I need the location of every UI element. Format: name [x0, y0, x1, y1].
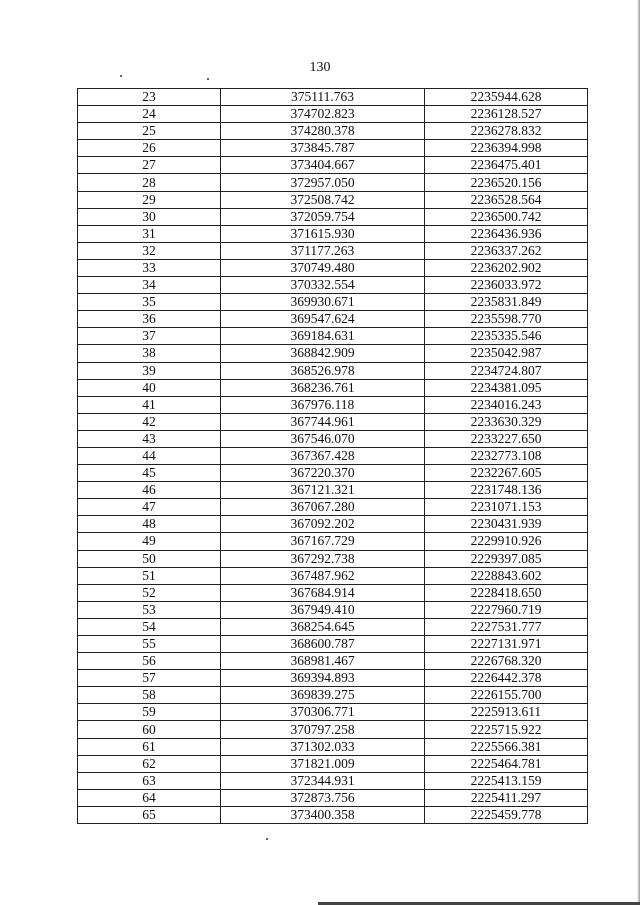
table-row [78, 396, 588, 413]
x-coordinate-cell: 372344.931 [221, 772, 425, 789]
table-row [78, 379, 588, 396]
x-coordinate-cell: 367121.321 [221, 482, 425, 499]
x-coordinate-cell: 369930.671 [221, 294, 425, 311]
table-row [78, 687, 588, 704]
table-row [78, 430, 588, 447]
table-row [78, 174, 588, 191]
x-coordinate-cell: 370332.554 [221, 277, 425, 294]
table-row [78, 567, 588, 584]
y-coordinate-cell: 2236520.156 [425, 174, 588, 191]
y-coordinate-cell: 2235831.849 [425, 294, 588, 311]
table-row [78, 499, 588, 516]
point-number-cell: 34 [78, 277, 221, 294]
point-number-cell: 46 [78, 482, 221, 499]
y-coordinate-cell: 2229910.926 [425, 533, 588, 550]
y-coordinate-cell: 2232267.605 [425, 465, 588, 482]
table-row [78, 447, 588, 464]
x-coordinate-cell: 371615.930 [221, 225, 425, 242]
point-number-cell: 27 [78, 157, 221, 174]
y-coordinate-cell: 2225913.611 [425, 704, 588, 721]
y-coordinate-cell: 2232773.108 [425, 447, 588, 464]
table-row [78, 89, 588, 106]
y-coordinate-cell: 2234724.807 [425, 362, 588, 379]
y-coordinate-cell: 2236337.262 [425, 242, 588, 259]
x-coordinate-cell: 367367.428 [221, 447, 425, 464]
y-coordinate-cell: 2236528.564 [425, 191, 588, 208]
table-row [78, 465, 588, 482]
x-coordinate-cell: 369184.631 [221, 328, 425, 345]
y-coordinate-cell: 2233630.329 [425, 413, 588, 430]
x-coordinate-cell: 369839.275 [221, 687, 425, 704]
y-coordinate-cell: 2227960.719 [425, 601, 588, 618]
y-coordinate-cell: 2234016.243 [425, 396, 588, 413]
table-row [78, 413, 588, 430]
table-row [78, 738, 588, 755]
x-coordinate-cell: 371302.033 [221, 738, 425, 755]
x-coordinate-cell: 368842.909 [221, 345, 425, 362]
point-number-cell: 59 [78, 704, 221, 721]
y-coordinate-cell: 2229397.085 [425, 550, 588, 567]
table-row [78, 601, 588, 618]
table-row [78, 345, 588, 362]
point-number-cell: 35 [78, 294, 221, 311]
table-row [78, 106, 588, 123]
table-row [78, 550, 588, 567]
table-row [78, 772, 588, 789]
x-coordinate-cell: 367949.410 [221, 601, 425, 618]
y-coordinate-cell: 2235598.770 [425, 311, 588, 328]
point-number-cell: 37 [78, 328, 221, 345]
x-coordinate-cell: 370306.771 [221, 704, 425, 721]
x-coordinate-cell: 367220.370 [221, 465, 425, 482]
table-row [78, 157, 588, 174]
y-coordinate-cell: 2234381.095 [425, 379, 588, 396]
table-row [78, 653, 588, 670]
y-coordinate-cell: 2230431.939 [425, 516, 588, 533]
x-coordinate-cell: 368236.761 [221, 379, 425, 396]
x-coordinate-cell: 372873.756 [221, 789, 425, 806]
point-number-cell: 45 [78, 465, 221, 482]
table-row [78, 362, 588, 379]
table-row [78, 755, 588, 772]
y-coordinate-cell: 2236278.832 [425, 123, 588, 140]
point-number-cell: 26 [78, 140, 221, 157]
y-coordinate-cell: 2235335.546 [425, 328, 588, 345]
y-coordinate-cell: 2231748.136 [425, 482, 588, 499]
y-coordinate-cell: 2225411.297 [425, 789, 588, 806]
table-row [78, 311, 588, 328]
table-row [78, 584, 588, 601]
point-number-cell: 40 [78, 379, 221, 396]
x-coordinate-cell: 368600.787 [221, 636, 425, 653]
table-row [78, 516, 588, 533]
point-number-cell: 57 [78, 670, 221, 687]
x-coordinate-cell: 374280.378 [221, 123, 425, 140]
table-row [78, 242, 588, 259]
x-coordinate-cell: 367292.738 [221, 550, 425, 567]
x-coordinate-cell: 368526.978 [221, 362, 425, 379]
x-coordinate-cell: 369394.893 [221, 670, 425, 687]
y-coordinate-cell: 2227531.777 [425, 618, 588, 635]
table-row [78, 328, 588, 345]
x-coordinate-cell: 367092.202 [221, 516, 425, 533]
table-row [78, 191, 588, 208]
x-coordinate-cell: 372059.754 [221, 208, 425, 225]
y-coordinate-cell: 2226155.700 [425, 687, 588, 704]
coordinates-table-body [78, 89, 588, 824]
table-row [78, 123, 588, 140]
point-number-cell: 39 [78, 362, 221, 379]
x-coordinate-cell: 373400.358 [221, 806, 425, 823]
x-coordinate-cell: 367167.729 [221, 533, 425, 550]
point-number-cell: 28 [78, 174, 221, 191]
table-row [78, 789, 588, 806]
point-number-cell: 43 [78, 430, 221, 447]
scan-speck [120, 75, 122, 77]
table-row [78, 277, 588, 294]
point-number-cell: 36 [78, 311, 221, 328]
point-number-cell: 44 [78, 447, 221, 464]
y-coordinate-cell: 2236128.527 [425, 106, 588, 123]
point-number-cell: 64 [78, 789, 221, 806]
point-number-cell: 62 [78, 755, 221, 772]
y-coordinate-cell: 2225566.381 [425, 738, 588, 755]
point-number-cell: 58 [78, 687, 221, 704]
y-coordinate-cell: 2236475.401 [425, 157, 588, 174]
x-coordinate-cell: 372508.742 [221, 191, 425, 208]
scan-speck [207, 78, 209, 80]
point-number-cell: 53 [78, 601, 221, 618]
table-row [78, 721, 588, 738]
point-number-cell: 33 [78, 259, 221, 276]
scan-speck [266, 838, 268, 840]
y-coordinate-cell: 2226442.378 [425, 670, 588, 687]
table-row [78, 533, 588, 550]
y-coordinate-cell: 2228843.602 [425, 567, 588, 584]
x-coordinate-cell: 370797.258 [221, 721, 425, 738]
table-row [78, 670, 588, 687]
y-coordinate-cell: 2236033.972 [425, 277, 588, 294]
y-coordinate-cell: 2225464.781 [425, 755, 588, 772]
table-row [78, 259, 588, 276]
point-number-cell: 49 [78, 533, 221, 550]
point-number-cell: 32 [78, 242, 221, 259]
point-number-cell: 55 [78, 636, 221, 653]
point-number-cell: 47 [78, 499, 221, 516]
x-coordinate-cell: 371821.009 [221, 755, 425, 772]
point-number-cell: 24 [78, 106, 221, 123]
point-number-cell: 52 [78, 584, 221, 601]
point-number-cell: 56 [78, 653, 221, 670]
point-number-cell: 50 [78, 550, 221, 567]
point-number-cell: 25 [78, 123, 221, 140]
y-coordinate-cell: 2227131.971 [425, 636, 588, 653]
y-coordinate-cell: 2228418.650 [425, 584, 588, 601]
point-number-cell: 30 [78, 208, 221, 225]
y-coordinate-cell: 2236202.902 [425, 259, 588, 276]
x-coordinate-cell: 371177.263 [221, 242, 425, 259]
point-number-cell: 63 [78, 772, 221, 789]
x-coordinate-cell: 368981.467 [221, 653, 425, 670]
y-coordinate-cell: 2233227.650 [425, 430, 588, 447]
point-number-cell: 31 [78, 225, 221, 242]
table-row [78, 140, 588, 157]
table-row [78, 636, 588, 653]
x-coordinate-cell: 368254.645 [221, 618, 425, 635]
x-coordinate-cell: 370749.480 [221, 259, 425, 276]
table-row [78, 806, 588, 823]
x-coordinate-cell: 372957.050 [221, 174, 425, 191]
y-coordinate-cell: 2225413.159 [425, 772, 588, 789]
point-number-cell: 23 [78, 89, 221, 106]
x-coordinate-cell: 374702.823 [221, 106, 425, 123]
point-number-cell: 42 [78, 413, 221, 430]
table-row [78, 294, 588, 311]
x-coordinate-cell: 367487.962 [221, 567, 425, 584]
point-number-cell: 54 [78, 618, 221, 635]
point-number-cell: 60 [78, 721, 221, 738]
x-coordinate-cell: 367684.914 [221, 584, 425, 601]
x-coordinate-cell: 373845.787 [221, 140, 425, 157]
y-coordinate-cell: 2236394.998 [425, 140, 588, 157]
y-coordinate-cell: 2235042.987 [425, 345, 588, 362]
point-number-cell: 38 [78, 345, 221, 362]
point-number-cell: 61 [78, 738, 221, 755]
x-coordinate-cell: 367744.961 [221, 413, 425, 430]
table-row [78, 618, 588, 635]
x-coordinate-cell: 373404.667 [221, 157, 425, 174]
point-number-cell: 51 [78, 567, 221, 584]
y-coordinate-cell: 2225459.778 [425, 806, 588, 823]
point-number-cell: 29 [78, 191, 221, 208]
table-row [78, 208, 588, 225]
table-row [78, 482, 588, 499]
y-coordinate-cell: 2226768.320 [425, 653, 588, 670]
table-row [78, 704, 588, 721]
y-coordinate-cell: 2236500.742 [425, 208, 588, 225]
table-row [78, 225, 588, 242]
x-coordinate-cell: 367976.118 [221, 396, 425, 413]
point-number-cell: 41 [78, 396, 221, 413]
x-coordinate-cell: 369547.624 [221, 311, 425, 328]
point-number-cell: 48 [78, 516, 221, 533]
x-coordinate-cell: 367546.070 [221, 430, 425, 447]
y-coordinate-cell: 2225715.922 [425, 721, 588, 738]
point-number-cell: 65 [78, 806, 221, 823]
coordinates-table [77, 88, 588, 824]
x-coordinate-cell: 367067.280 [221, 499, 425, 516]
page-number: 130 [309, 60, 331, 75]
y-coordinate-cell: 2236436.936 [425, 225, 588, 242]
y-coordinate-cell: 2231071.153 [425, 499, 588, 516]
y-coordinate-cell: 2235944.628 [425, 89, 588, 106]
x-coordinate-cell: 375111.763 [221, 89, 425, 106]
